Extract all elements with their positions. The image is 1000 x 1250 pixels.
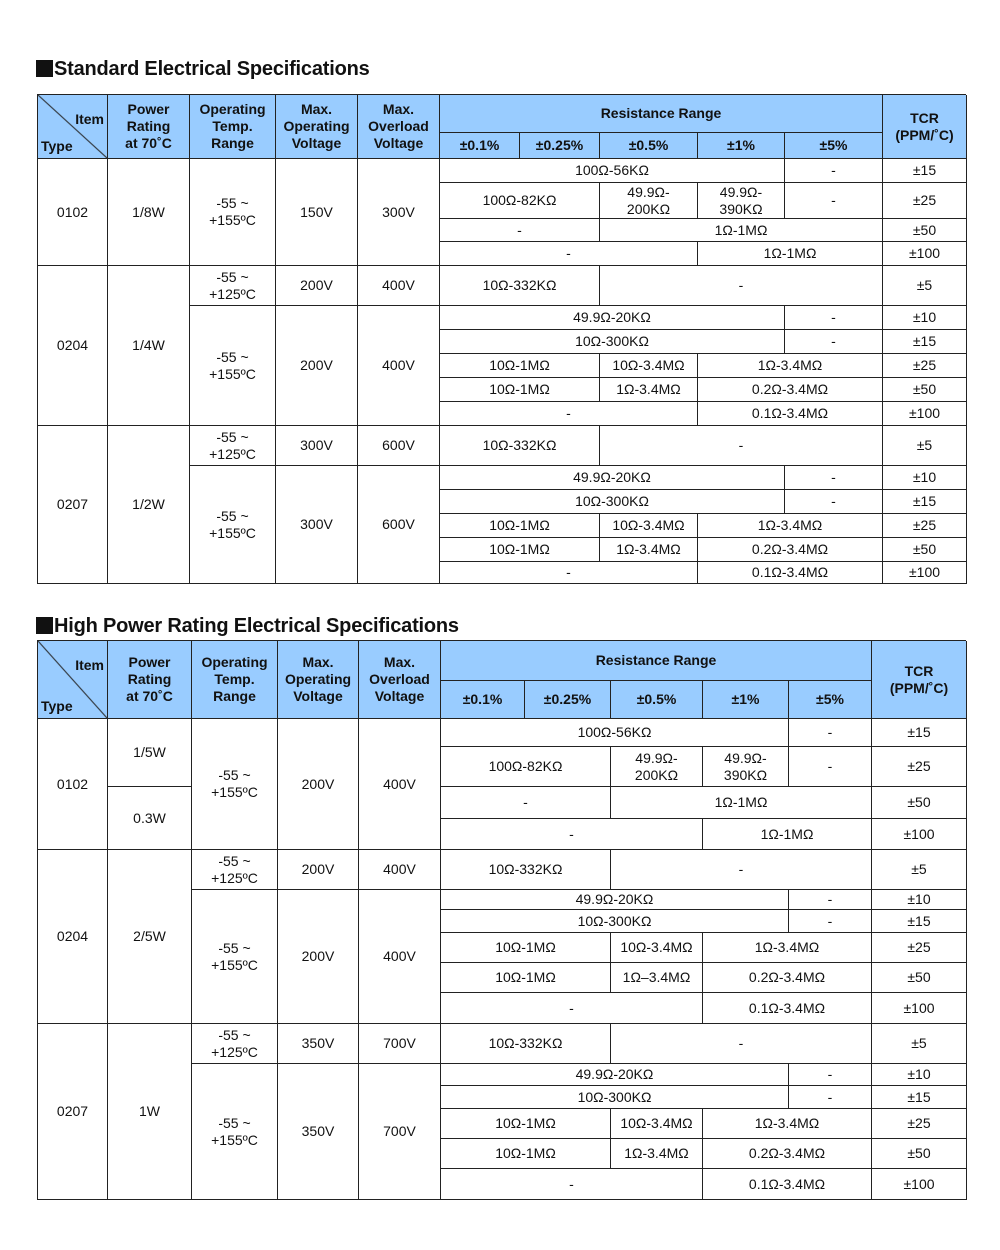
type-cell: 0102 bbox=[38, 719, 108, 850]
temp-cell: -55 ~ +155ºC bbox=[190, 306, 276, 426]
range-cell: - bbox=[789, 890, 872, 910]
range-cell: 10Ω-1MΩ bbox=[440, 538, 600, 562]
range-cell: 1Ω-3.4MΩ bbox=[698, 354, 883, 378]
range-cell: 1Ω-3.4MΩ bbox=[698, 514, 883, 538]
black-square-icon bbox=[36, 617, 53, 634]
max-ov-voltage-cell: 400V bbox=[359, 890, 441, 1024]
range-cell: 10Ω-300KΩ bbox=[440, 490, 785, 514]
temp-cell: -55 ~ +125ºC bbox=[192, 850, 278, 890]
header-item: Item bbox=[75, 657, 104, 673]
range-cell: - bbox=[789, 719, 872, 747]
max-op-voltage-cell: 350V bbox=[278, 1064, 359, 1200]
tcr-cell: ±100 bbox=[883, 402, 967, 426]
max-ov-voltage-cell: 400V bbox=[359, 719, 441, 850]
max-ov-voltage-cell: 700V bbox=[359, 1024, 441, 1064]
max-op-voltage-cell: 200V bbox=[276, 266, 358, 306]
range-cell: 1Ω–3.4MΩ bbox=[611, 963, 703, 993]
section-title-text: High Power Rating Electrical Specifications bbox=[54, 615, 459, 637]
range-cell: 1Ω-3.4MΩ bbox=[703, 933, 872, 963]
tcr-cell: ±50 bbox=[883, 538, 967, 562]
tcr-cell: ±25 bbox=[883, 183, 967, 219]
range-cell: 10Ω-1MΩ bbox=[441, 1109, 611, 1139]
range-cell: - bbox=[785, 159, 883, 183]
tcr-cell: ±10 bbox=[883, 466, 967, 490]
range-cell: - bbox=[789, 747, 872, 787]
range-cell: 10Ω-332KΩ bbox=[441, 1024, 611, 1064]
header-tcr: TCR (PPM/˚C) bbox=[883, 95, 967, 159]
range-cell: - bbox=[441, 993, 703, 1024]
header-operating-temp: Operating Temp. Range bbox=[190, 95, 276, 159]
range-cell: 49.9Ω- 390KΩ bbox=[703, 747, 789, 787]
range-cell: - bbox=[785, 306, 883, 330]
header-power-rating: Power Rating at 70˚C bbox=[108, 95, 190, 159]
range-cell: 100Ω-56KΩ bbox=[440, 159, 785, 183]
tcr-cell: ±15 bbox=[883, 330, 967, 354]
range-cell: 1Ω-1MΩ bbox=[698, 242, 883, 266]
tcr-cell: ±25 bbox=[872, 747, 967, 787]
type-cell: 0204 bbox=[38, 850, 108, 1024]
range-cell: - bbox=[600, 266, 883, 306]
header-tcr: TCR (PPM/˚C) bbox=[872, 641, 967, 719]
range-cell: 10Ω-1MΩ bbox=[441, 933, 611, 963]
temp-cell: -55 ~ +125ºC bbox=[190, 266, 276, 306]
range-cell: 10Ω-1MΩ bbox=[440, 514, 600, 538]
power-cell: 2/5W bbox=[108, 850, 192, 1024]
range-cell: 1Ω-3.4MΩ bbox=[600, 538, 698, 562]
range-cell: 10Ω-1MΩ bbox=[441, 963, 611, 993]
range-cell: 0.1Ω-3.4MΩ bbox=[703, 993, 872, 1024]
range-cell: - bbox=[611, 1024, 872, 1064]
temp-cell: -55 ~ +125ºC bbox=[192, 1024, 278, 1064]
header-max-operating-voltage: Max. Operating Voltage bbox=[276, 95, 358, 159]
range-cell: 1Ω-3.4MΩ bbox=[611, 1139, 703, 1169]
header-tol-5: ±5% bbox=[789, 681, 872, 719]
range-cell: - bbox=[441, 1169, 703, 1200]
range-cell: 49.9Ω-20KΩ bbox=[440, 466, 785, 490]
range-cell: - bbox=[441, 787, 611, 819]
tcr-cell: ±15 bbox=[872, 910, 967, 933]
range-cell: 0.2Ω-3.4MΩ bbox=[703, 963, 872, 993]
tcr-cell: ±15 bbox=[883, 159, 967, 183]
tcr-cell: ±5 bbox=[872, 850, 967, 890]
tcr-cell: ±10 bbox=[872, 890, 967, 910]
range-cell: 100Ω-56KΩ bbox=[441, 719, 789, 747]
power-cell: 1/2W bbox=[108, 426, 190, 584]
max-op-voltage-cell: 350V bbox=[278, 1024, 359, 1064]
tcr-cell: ±100 bbox=[872, 1169, 967, 1200]
tcr-cell: ±100 bbox=[872, 993, 967, 1024]
tcr-cell: ±25 bbox=[883, 354, 967, 378]
temp-cell: -55 ~ +155ºC bbox=[192, 719, 278, 850]
tcr-cell: ±100 bbox=[883, 562, 967, 584]
range-cell: 0.2Ω-3.4MΩ bbox=[698, 538, 883, 562]
max-op-voltage-cell: 300V bbox=[276, 426, 358, 466]
range-cell: 10Ω-3.4MΩ bbox=[611, 933, 703, 963]
range-cell: 0.2Ω-3.4MΩ bbox=[698, 378, 883, 402]
tcr-cell: ±25 bbox=[883, 514, 967, 538]
tcr-cell: ±10 bbox=[883, 306, 967, 330]
header-tol-1: ±1% bbox=[703, 681, 789, 719]
range-cell: 100Ω-82KΩ bbox=[441, 747, 611, 787]
tcr-cell: ±100 bbox=[872, 819, 967, 850]
tcr-cell: ±15 bbox=[883, 490, 967, 514]
header-operating-temp: Operating Temp. Range bbox=[192, 641, 278, 719]
range-cell: - bbox=[611, 850, 872, 890]
temp-cell: -55 ~ +125ºC bbox=[190, 426, 276, 466]
tcr-cell: ±5 bbox=[883, 266, 967, 306]
range-cell: 10Ω-332KΩ bbox=[440, 426, 600, 466]
tcr-cell: ±50 bbox=[872, 787, 967, 819]
type-cell: 0207 bbox=[38, 1024, 108, 1200]
type-cell: 0207 bbox=[38, 426, 108, 584]
range-cell: 0.1Ω-3.4MΩ bbox=[703, 1169, 872, 1200]
range-cell: 0.2Ω-3.4MΩ bbox=[703, 1139, 872, 1169]
header-tol-5: ±5% bbox=[785, 133, 883, 159]
range-cell: - bbox=[440, 402, 698, 426]
tcr-cell: ±25 bbox=[872, 933, 967, 963]
max-ov-voltage-cell: 400V bbox=[358, 266, 440, 306]
temp-cell: -55 ~ +155ºC bbox=[192, 1064, 278, 1200]
range-cell: 10Ω-3.4MΩ bbox=[611, 1109, 703, 1139]
range-cell: 1Ω-1MΩ bbox=[600, 219, 883, 242]
range-cell: 10Ω-1MΩ bbox=[440, 378, 600, 402]
range-cell: 100Ω-82KΩ bbox=[440, 183, 600, 219]
max-op-voltage-cell: 200V bbox=[276, 306, 358, 426]
max-op-voltage-cell: 200V bbox=[278, 719, 359, 850]
temp-cell: -55 ~ +155ºC bbox=[190, 159, 276, 266]
range-cell: 49.9Ω- 390KΩ bbox=[698, 183, 785, 219]
header-item: Item bbox=[75, 111, 104, 127]
black-square-icon bbox=[36, 60, 53, 77]
range-cell: 1Ω-1MΩ bbox=[611, 787, 872, 819]
range-cell: - bbox=[785, 330, 883, 354]
standard-spec-table bbox=[37, 94, 966, 584]
range-cell: 49.9Ω-20KΩ bbox=[441, 1064, 789, 1086]
range-cell: - bbox=[789, 1064, 872, 1086]
range-cell: 10Ω-1MΩ bbox=[440, 354, 600, 378]
tcr-cell: ±15 bbox=[872, 1086, 967, 1109]
high-power-spec-table bbox=[37, 640, 966, 1200]
range-cell: 0.1Ω-3.4MΩ bbox=[698, 402, 883, 426]
header-tol-0.1: ±0.1% bbox=[440, 133, 520, 159]
header-tol-0.5: ±0.5% bbox=[611, 681, 703, 719]
power-cell: 1/5W bbox=[108, 719, 192, 787]
range-cell: 0.1Ω-3.4MΩ bbox=[698, 562, 883, 584]
max-ov-voltage-cell: 600V bbox=[358, 426, 440, 466]
header-max-overload-voltage: Max. Overload Voltage bbox=[359, 641, 441, 719]
header-resistance-range: Resistance Range bbox=[441, 641, 872, 681]
header-tol-0.1: ±0.1% bbox=[441, 681, 525, 719]
range-cell: 1Ω-1MΩ bbox=[703, 819, 872, 850]
range-cell: - bbox=[785, 183, 883, 219]
header-tol-1: ±1% bbox=[698, 133, 785, 159]
type-cell: 0102 bbox=[38, 159, 108, 266]
tcr-cell: ±25 bbox=[872, 1109, 967, 1139]
power-cell: 0.3W bbox=[108, 787, 192, 850]
header-resistance-range: Resistance Range bbox=[440, 95, 883, 133]
range-cell: 49.9Ω- 200KΩ bbox=[611, 747, 703, 787]
tcr-cell: ±5 bbox=[872, 1024, 967, 1064]
max-ov-voltage-cell: 700V bbox=[359, 1064, 441, 1200]
range-cell: - bbox=[440, 219, 600, 242]
section-title-high-power bbox=[36, 615, 459, 637]
range-cell: 10Ω-332KΩ bbox=[441, 850, 611, 890]
header-type: Type bbox=[41, 138, 73, 154]
header-tol-0.25: ±0.25% bbox=[525, 681, 611, 719]
tcr-cell: ±50 bbox=[872, 963, 967, 993]
range-cell: - bbox=[440, 562, 698, 584]
max-ov-voltage-cell: 600V bbox=[358, 466, 440, 584]
power-cell: 1/8W bbox=[108, 159, 190, 266]
max-op-voltage-cell: 200V bbox=[278, 890, 359, 1024]
tcr-cell: ±50 bbox=[872, 1139, 967, 1169]
range-cell: 49.9Ω-20KΩ bbox=[440, 306, 785, 330]
range-cell: - bbox=[785, 490, 883, 514]
header-tol-0.5: ±0.5% bbox=[600, 133, 698, 159]
tcr-cell: ±10 bbox=[872, 1064, 967, 1086]
range-cell: 49.9Ω- 200KΩ bbox=[600, 183, 698, 219]
type-cell: 0204 bbox=[38, 266, 108, 426]
range-cell: 10Ω-3.4MΩ bbox=[600, 354, 698, 378]
power-cell: 1W bbox=[108, 1024, 192, 1200]
range-cell: 10Ω-300KΩ bbox=[441, 910, 789, 933]
range-cell: 10Ω-300KΩ bbox=[440, 330, 785, 354]
max-op-voltage-cell: 200V bbox=[278, 850, 359, 890]
temp-cell: -55 ~ +155ºC bbox=[192, 890, 278, 1024]
tcr-cell: ±15 bbox=[872, 719, 967, 747]
max-ov-voltage-cell: 400V bbox=[358, 306, 440, 426]
range-cell: - bbox=[440, 242, 698, 266]
max-ov-voltage-cell: 400V bbox=[359, 850, 441, 890]
temp-cell: -55 ~ +155ºC bbox=[190, 466, 276, 584]
header-tol-0.25: ±0.25% bbox=[520, 133, 600, 159]
max-op-voltage-cell: 300V bbox=[276, 466, 358, 584]
section-title-text: Standard Electrical Specifications bbox=[54, 58, 370, 80]
tcr-cell: ±50 bbox=[883, 378, 967, 402]
range-cell: 1Ω-3.4MΩ bbox=[600, 378, 698, 402]
range-cell: - bbox=[600, 426, 883, 466]
range-cell: 1Ω-3.4MΩ bbox=[703, 1109, 872, 1139]
header-item-type bbox=[38, 641, 108, 719]
range-cell: - bbox=[789, 1086, 872, 1109]
range-cell: 10Ω-300KΩ bbox=[441, 1086, 789, 1109]
tcr-cell: ±5 bbox=[883, 426, 967, 466]
range-cell: - bbox=[785, 466, 883, 490]
range-cell: 10Ω-3.4MΩ bbox=[600, 514, 698, 538]
max-ov-voltage-cell: 300V bbox=[358, 159, 440, 266]
range-cell: 10Ω-1MΩ bbox=[441, 1139, 611, 1169]
tcr-cell: ±50 bbox=[883, 219, 967, 242]
range-cell: - bbox=[789, 910, 872, 933]
power-cell: 1/4W bbox=[108, 266, 190, 426]
header-max-operating-voltage: Max. Operating Voltage bbox=[278, 641, 359, 719]
tcr-cell: ±100 bbox=[883, 242, 967, 266]
range-cell: 10Ω-332KΩ bbox=[440, 266, 600, 306]
header-item-type bbox=[38, 95, 108, 159]
range-cell: - bbox=[441, 819, 703, 850]
section-title-standard bbox=[36, 58, 370, 80]
header-max-overload-voltage: Max. Overload Voltage bbox=[358, 95, 440, 159]
range-cell: 49.9Ω-20KΩ bbox=[441, 890, 789, 910]
max-op-voltage-cell: 150V bbox=[276, 159, 358, 266]
header-type: Type bbox=[41, 698, 73, 714]
header-power-rating: Power Rating at 70˚C bbox=[108, 641, 192, 719]
